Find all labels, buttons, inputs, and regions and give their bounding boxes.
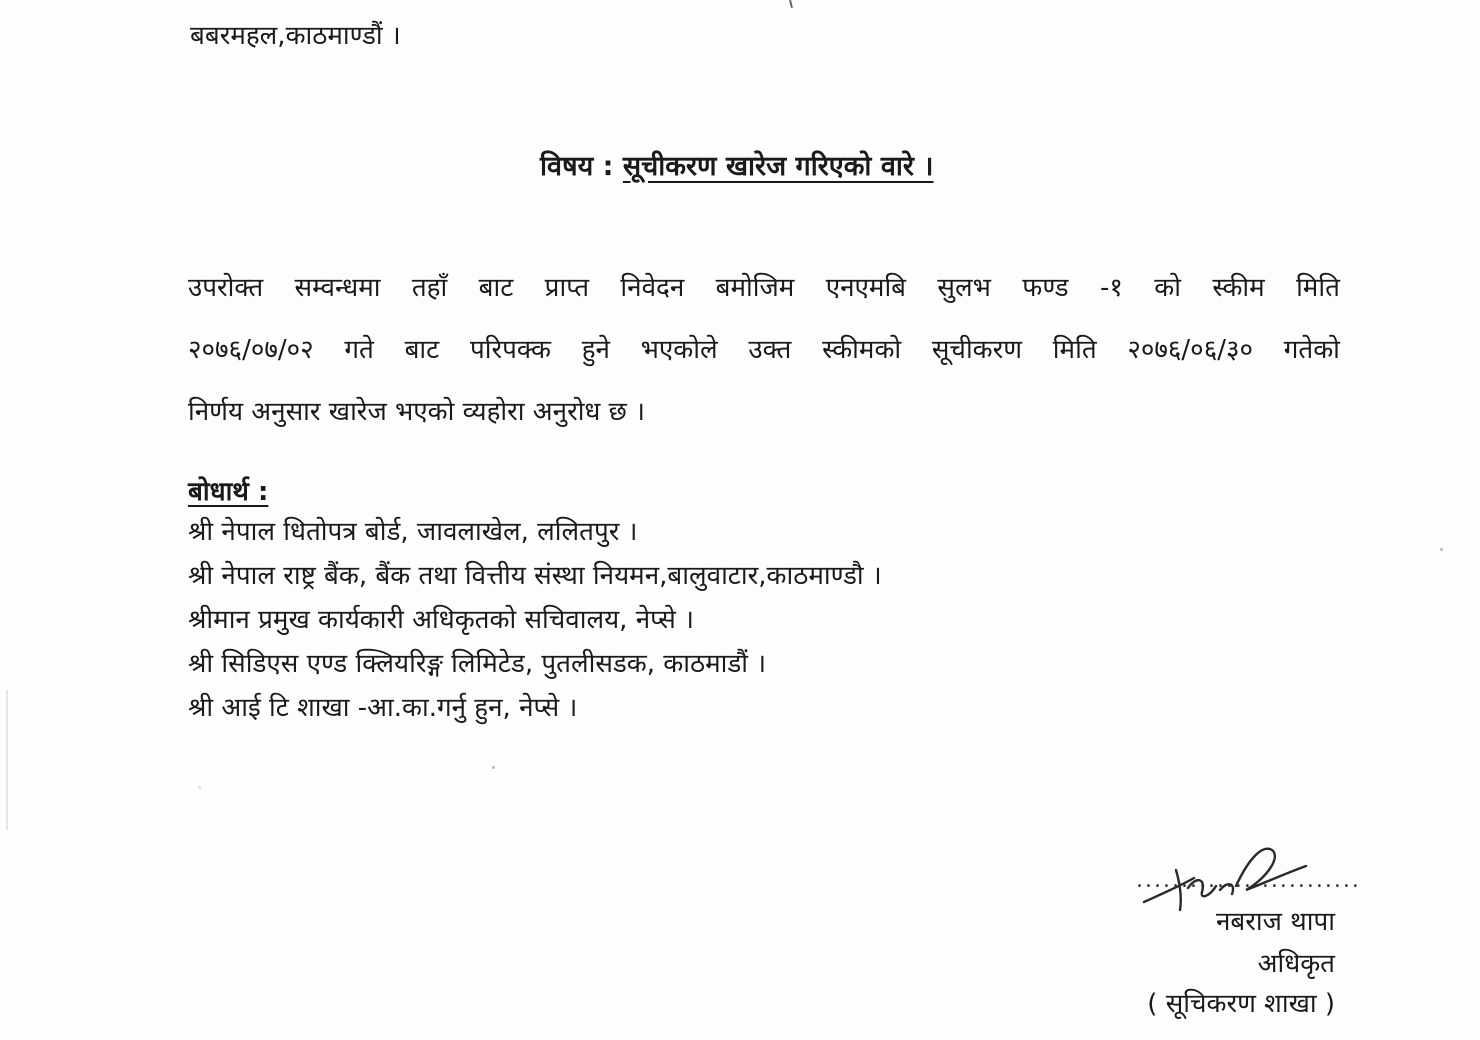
paper-speck: [492, 766, 495, 769]
body-word: मिति: [1296, 273, 1340, 303]
body-word: बमोजिम: [715, 273, 795, 303]
body-line-2: [188, 330, 1340, 366]
subject-label: विषय :: [540, 151, 614, 182]
body-word: स्कीमको: [822, 335, 902, 365]
body-word: बाट: [478, 273, 514, 303]
body-word: को: [1154, 273, 1181, 303]
subject-text: सूचीकरण खारेज गरिएको वारे ।: [622, 151, 934, 182]
body-word: उक्त: [748, 335, 792, 365]
body-word: २०७६/०७/०२: [188, 335, 314, 365]
body-word: सम्वन्धमा: [294, 273, 381, 303]
scan-edge-mark: [6, 690, 8, 830]
signature-dotted-line: .........................: [1136, 868, 1361, 893]
body-word: मिति: [1052, 335, 1097, 365]
recipient-address: बबरमहल,काठमाण्डौं ।: [190, 21, 401, 51]
cc-list-item: श्रीमान प्रमुख कार्यकारी अधिकृतको सचिवालय, नेप्से ।: [188, 605, 694, 635]
body-word: स्कीम: [1212, 273, 1265, 303]
body-word: परिपक्क: [469, 335, 551, 365]
cc-list-item: श्री आई टि शाखा -आ.का.गर्नु हुन, नेप्से ।: [188, 693, 578, 723]
body-word: प्राप्त: [544, 273, 590, 303]
body-word: एनएमबि: [825, 273, 907, 303]
body-word: बाट: [404, 335, 440, 365]
body-word: उपरोक्त: [188, 273, 264, 303]
subject-line: [540, 146, 934, 183]
body-word: सुलभ: [937, 273, 991, 303]
cc-list-item: श्री नेपाल धितोपत्र बोर्ड, जावलाखेल, ललितपुर ।: [188, 517, 638, 547]
body-word: हुने: [581, 335, 610, 365]
paper-speck: [1440, 548, 1443, 551]
body-word: तहाँ: [411, 273, 448, 303]
cc-list-item: श्री नेपाल राष्ट्र बैंक, बैंक तथा वित्तीय संस्था नियमन,बालुवाटार,काठमाण्डौ ।: [188, 561, 882, 591]
body-word: गतेको: [1283, 335, 1340, 365]
body-word: फण्ड: [1022, 273, 1069, 303]
paper-speck: [198, 786, 201, 789]
body-word: निवेदन: [620, 273, 685, 303]
body-word: गते: [344, 335, 374, 365]
cc-list-item: श्री सिडिएस एण्ड क्लियरिङ्ग लिमिटेड, पुतलीसडक, काठमाडौं ।: [188, 649, 767, 679]
body-word: २०७६/०६/३०: [1127, 335, 1254, 365]
cc-heading: बोधार्थ :: [188, 477, 269, 507]
body-word: -१: [1099, 273, 1123, 303]
body-word: सूचीकरण: [931, 335, 1023, 365]
signatory-title: अधिकृत: [1257, 949, 1335, 979]
signatory-name: नबराज थापा: [1215, 907, 1335, 937]
seal-stamp-arc: [730, 0, 860, 10]
body-line-1: [188, 268, 1340, 304]
body-line-3: निर्णय अनुसार खारेज भएको व्यहोरा अनुरोध छ ।: [188, 397, 646, 427]
body-word: भएकोले: [640, 335, 718, 365]
cc-list: [188, 510, 882, 730]
signatory-branch: ( सूचिकरण शाखा ): [1147, 989, 1335, 1019]
